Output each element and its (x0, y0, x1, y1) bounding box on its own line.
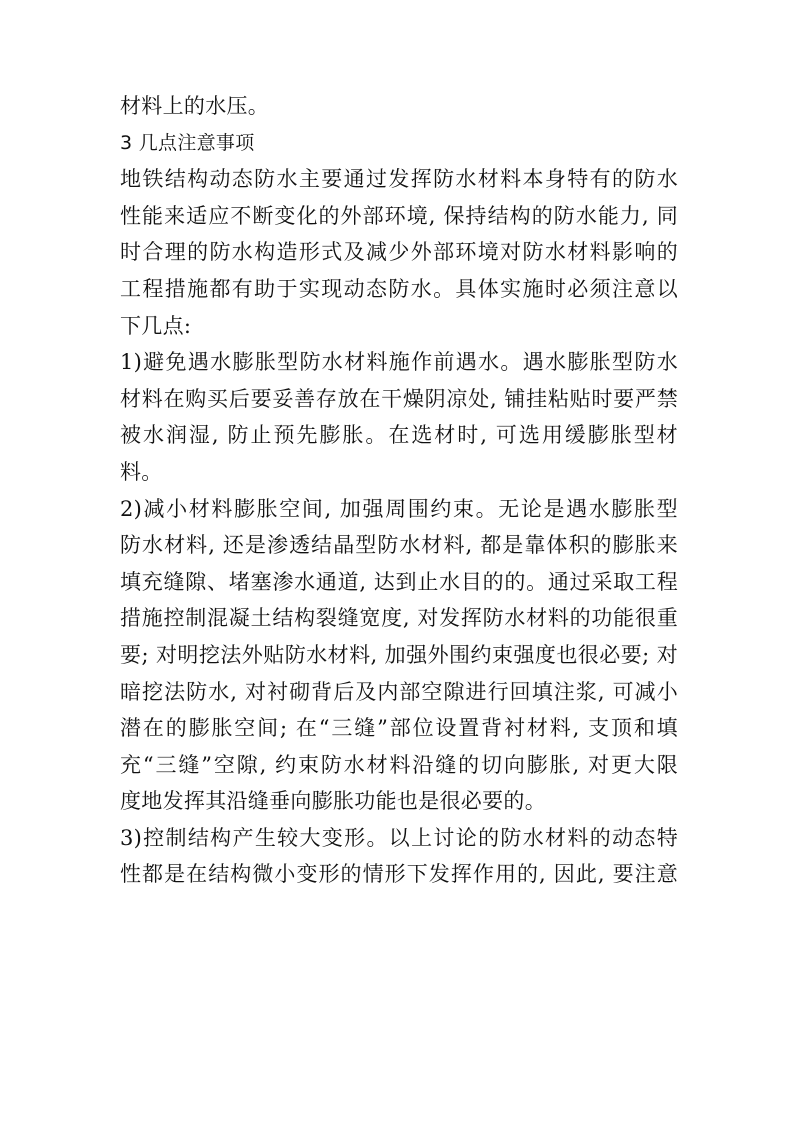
text-line: 下几点: (120, 313, 192, 338)
text-line: 工程措施都有助于实现动态防水。具体实施时必须注意以 (120, 276, 678, 301)
text-line: 性能来适应不断变化的外部环境, 保持结构的防水能力, 同 (120, 203, 678, 228)
text-line: 填充缝隙、堵塞渗水通道, 达到止水目的的。通过采取工程 (120, 569, 678, 594)
text-line: 暗挖法防水, 对衬砌背后及内部空隙进行回填注浆, 可减小 (120, 679, 678, 704)
list-item-3-line: 3)控制结构产生较大变形。以上讨论的防水材料的动态特 (120, 825, 678, 850)
text-line: 度地发挥其沿缝垂向膨胀功能也是很必要的。 (120, 789, 546, 814)
text-line: 潜在的膨胀空间; 在“三缝”部位设置背衬材料, 支顶和填 (120, 716, 678, 741)
body-text (120, 88, 678, 893)
text-line: 充“三缝”空隙, 约束防水材料沿缝的切向膨胀, 对更大限 (120, 752, 678, 777)
text-line: 时合理的防水构造形式及减少外部环境对防水材料影响的 (120, 240, 678, 265)
text-line: 性都是在结构微小变形的情形下发挥作用的, 因此, 要注意 (120, 862, 678, 887)
text-line: 被水润湿, 防止预先膨胀。在选材时, 可选用缓膨胀型材 (120, 423, 678, 448)
text-line: 地铁结构动态防水主要通过发挥防水材料本身特有的防水 (120, 167, 678, 192)
list-item-1-line: 1)避免遇水膨胀型防水材料施作前遇水。遇水膨胀型防水 (120, 350, 678, 375)
text-line: 防水材料, 还是渗透结晶型防水材料, 都是靠体积的膨胀来 (120, 533, 678, 558)
section-heading: 3 几点注意事项 (120, 131, 255, 154)
text-line: 料。 (120, 459, 163, 484)
text-line: 材料上的水压。 (120, 94, 270, 118)
list-item-2-line: 2)减小材料膨胀空间, 加强周围约束。无论是遇水膨胀型 (120, 496, 678, 521)
text-line: 要; 对明挖法外贴防水材料, 加强外围约束强度也很必要; 对 (120, 642, 678, 667)
text-line: 措施控制混凝土结构裂缝宽度, 对发挥防水材料的功能很重 (120, 606, 678, 631)
text-line: 材料在购买后要妥善存放在干燥阴凉处, 铺挂粘贴时要严禁 (120, 386, 678, 411)
